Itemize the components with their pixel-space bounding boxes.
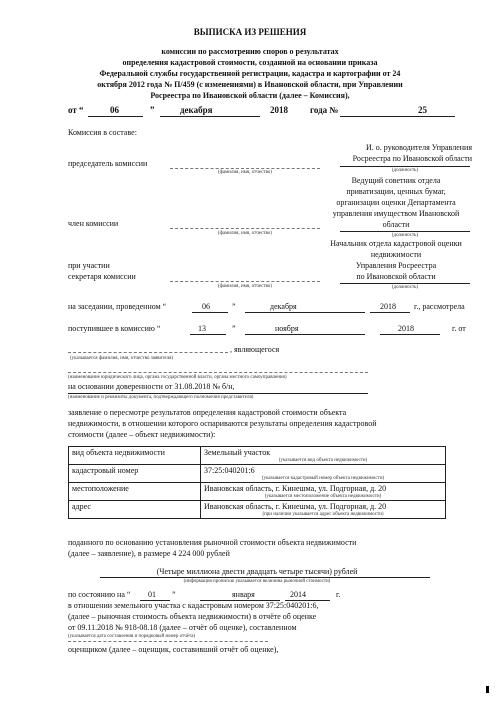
title-line-2: определения кадастровой стоимости, созданной на основании приказа (122, 58, 378, 67)
member-position-1: Ведущий советник отдела (351, 176, 441, 185)
date-month: декабря (180, 105, 213, 115)
applicant-hint: (указывается фамилия, имя, отчество заявителя) (70, 356, 174, 361)
received-year: 2018 (398, 324, 414, 333)
received-day: 13 (198, 324, 206, 333)
object-value-cell (201, 465, 446, 483)
chair-position-hint: (должность) (391, 168, 419, 173)
object-hint: (указывается местоположение объекта недвижимости) (264, 494, 382, 499)
table-row (69, 483, 446, 501)
member-position-2: приватизации, ценных бумаг, (346, 187, 446, 196)
meeting-quote: ” (232, 302, 236, 311)
title-line-5: Росреестра по Ивановской области (далее – Комиссия), (150, 91, 350, 100)
chair-label: председатель комиссии (68, 159, 148, 168)
member-position-hint: (должность) (391, 233, 419, 238)
object-value-cell (201, 483, 446, 501)
state-quote: ” (172, 590, 176, 599)
power-of-attorney: на основании доверенности от 31.08.2018 № б/н, (68, 382, 235, 391)
table-row (69, 465, 446, 483)
table-row (69, 447, 446, 465)
object-value: 37:25:040201:6 (204, 466, 255, 475)
received-suffix: г. от (452, 324, 466, 333)
secretary-position-3: Управления Росреестра (355, 261, 437, 270)
state-line-2: в отношении земельного участка с кадастровым номером 37:25:040201:6, (68, 601, 319, 610)
state-day: 01 (148, 590, 156, 599)
market-line-2: (далее – заявление), в размере 4 224 000 рублей (68, 549, 230, 558)
state-prefix: по состоянию на “ (68, 590, 131, 599)
date-year: 2018 (270, 105, 288, 115)
object-value-cell (201, 447, 446, 465)
secretary-position-4: по Ивановской области (356, 272, 436, 281)
received-prefix: поступившее в комиссию “ (68, 324, 161, 333)
object-value: Ивановская область, г. Кинешма, ул. Подгорная, д. 20 (204, 484, 387, 493)
title-line-3: Федеральной службы государственной регистрации, кадастра и картографии от 24 (99, 69, 401, 78)
object-key: местоположение (69, 483, 201, 501)
secretary-label-2: секретаря комиссии (68, 272, 136, 281)
object-value: Земельный участок (204, 448, 271, 457)
organisation-hint: (наименование юридического лица, органа государственной власти, органа местного самоуправления) (68, 375, 287, 380)
document-title: ВЫПИСКА ИЗ РЕШЕНИЯ (193, 27, 307, 37)
title-line-1: комиссии по рассмотрению споров о результатах (161, 47, 339, 56)
chair-position-2: Росреестра по Ивановской области (352, 154, 472, 163)
object-hint: (указывается вид объекта недвижимости) (278, 458, 368, 463)
market-words: (Четыре миллиона двести двадцать четыре тысячи) рублей (156, 567, 358, 576)
object-table (68, 446, 446, 519)
object-key: вид объекта недвижимости (69, 447, 201, 465)
power-hint: (наименование и реквизиты документа, подтверждающего полномочия представителя) (68, 395, 254, 400)
state-suffix: г. (336, 590, 341, 599)
meeting-year: 2018 (380, 302, 396, 311)
object-key: адрес (69, 501, 201, 519)
date-day: 06 (110, 105, 119, 115)
market-line-1: поданного по основанию установления рыночной стоимости объекта недвижимости (68, 538, 357, 547)
statement-line-2: недвижимости, в отношении которого оспариваются результаты определения кадастровой (68, 419, 377, 428)
chair-position-1: И. о. руководителя Управления (366, 143, 472, 152)
chair-hint: (фамилия, имя, отчество) (218, 170, 272, 175)
meeting-suffix: г., рассмотрела (414, 302, 465, 311)
object-hint: (при наличии указывается адрес объекта недвижимости) (262, 512, 384, 517)
received-quote: ” (232, 324, 236, 333)
meeting-month: декабря (270, 302, 297, 311)
decision-number: 25 (418, 105, 427, 115)
composition-label: Комиссия в составе: (68, 128, 137, 137)
object-value-cell (201, 501, 446, 519)
secretary-label-1: при участии (68, 261, 110, 270)
state-line-3: (далее – рыночная стоимость объекта недвижимости) в отчёте об оценке (68, 612, 317, 621)
state-year: 2014 (290, 590, 306, 599)
secretary-hint: (фамилия, имя, отчество) (218, 284, 272, 289)
meeting-prefix: на заседании, проведенном “ (68, 302, 167, 311)
state-month: января (232, 590, 255, 599)
secretary-position-2: недвижимости (370, 250, 422, 259)
object-value: Ивановская область, г. Кинешма, ул. Подгорная, д. 20 (204, 502, 387, 511)
received-month: ноября (275, 324, 299, 333)
member-position-4: управления имуществом Ивановской (332, 209, 460, 218)
object-key: кадастровый номер (69, 465, 201, 483)
secretary-position-hint: (должность) (391, 285, 419, 290)
meeting-day: 06 (202, 302, 210, 311)
object-hint: (указывается кадастровый номер объекта недвижимости) (261, 476, 385, 481)
member-position-3: организации оценки Департамента (336, 198, 456, 207)
member-position-5: области (382, 220, 410, 229)
member-label: член комиссии (68, 219, 119, 228)
scan-mark (486, 686, 489, 693)
date-year-word: года № (310, 105, 339, 115)
date-quote: ” (150, 105, 155, 115)
applicant-suffix: , являющегося (230, 345, 280, 354)
state-hint: (указывается дата составления и порядковый номер отчёта) (68, 634, 196, 639)
state-line-5: оценщиком (далее – оценщик, составивший отчёт об оценке), (68, 645, 279, 654)
secretary-position-1: Начальник отдела кадастровой оценки (330, 239, 462, 248)
member-hint: (фамилия, имя, отчество) (218, 231, 272, 236)
date-prefix: от “ (68, 105, 84, 115)
statement-line-3: стоимости (далее – объект недвижимости): (68, 430, 216, 439)
state-line-4: от 09.11.2018 № 918-08.18 (далее – отчёт об оценке), составленном (68, 623, 297, 632)
statement-line-1: заявление о пересмотре результатов определения кадастровой стоимости объекта (68, 408, 347, 417)
title-line-4: октября 2012 года № П/459 (с изменениями) в Ивановской области, при Управлении (97, 80, 403, 89)
table-row (69, 501, 446, 519)
market-words-hint: (информация прописью указывается величина рыночной стоимости) (183, 579, 331, 584)
